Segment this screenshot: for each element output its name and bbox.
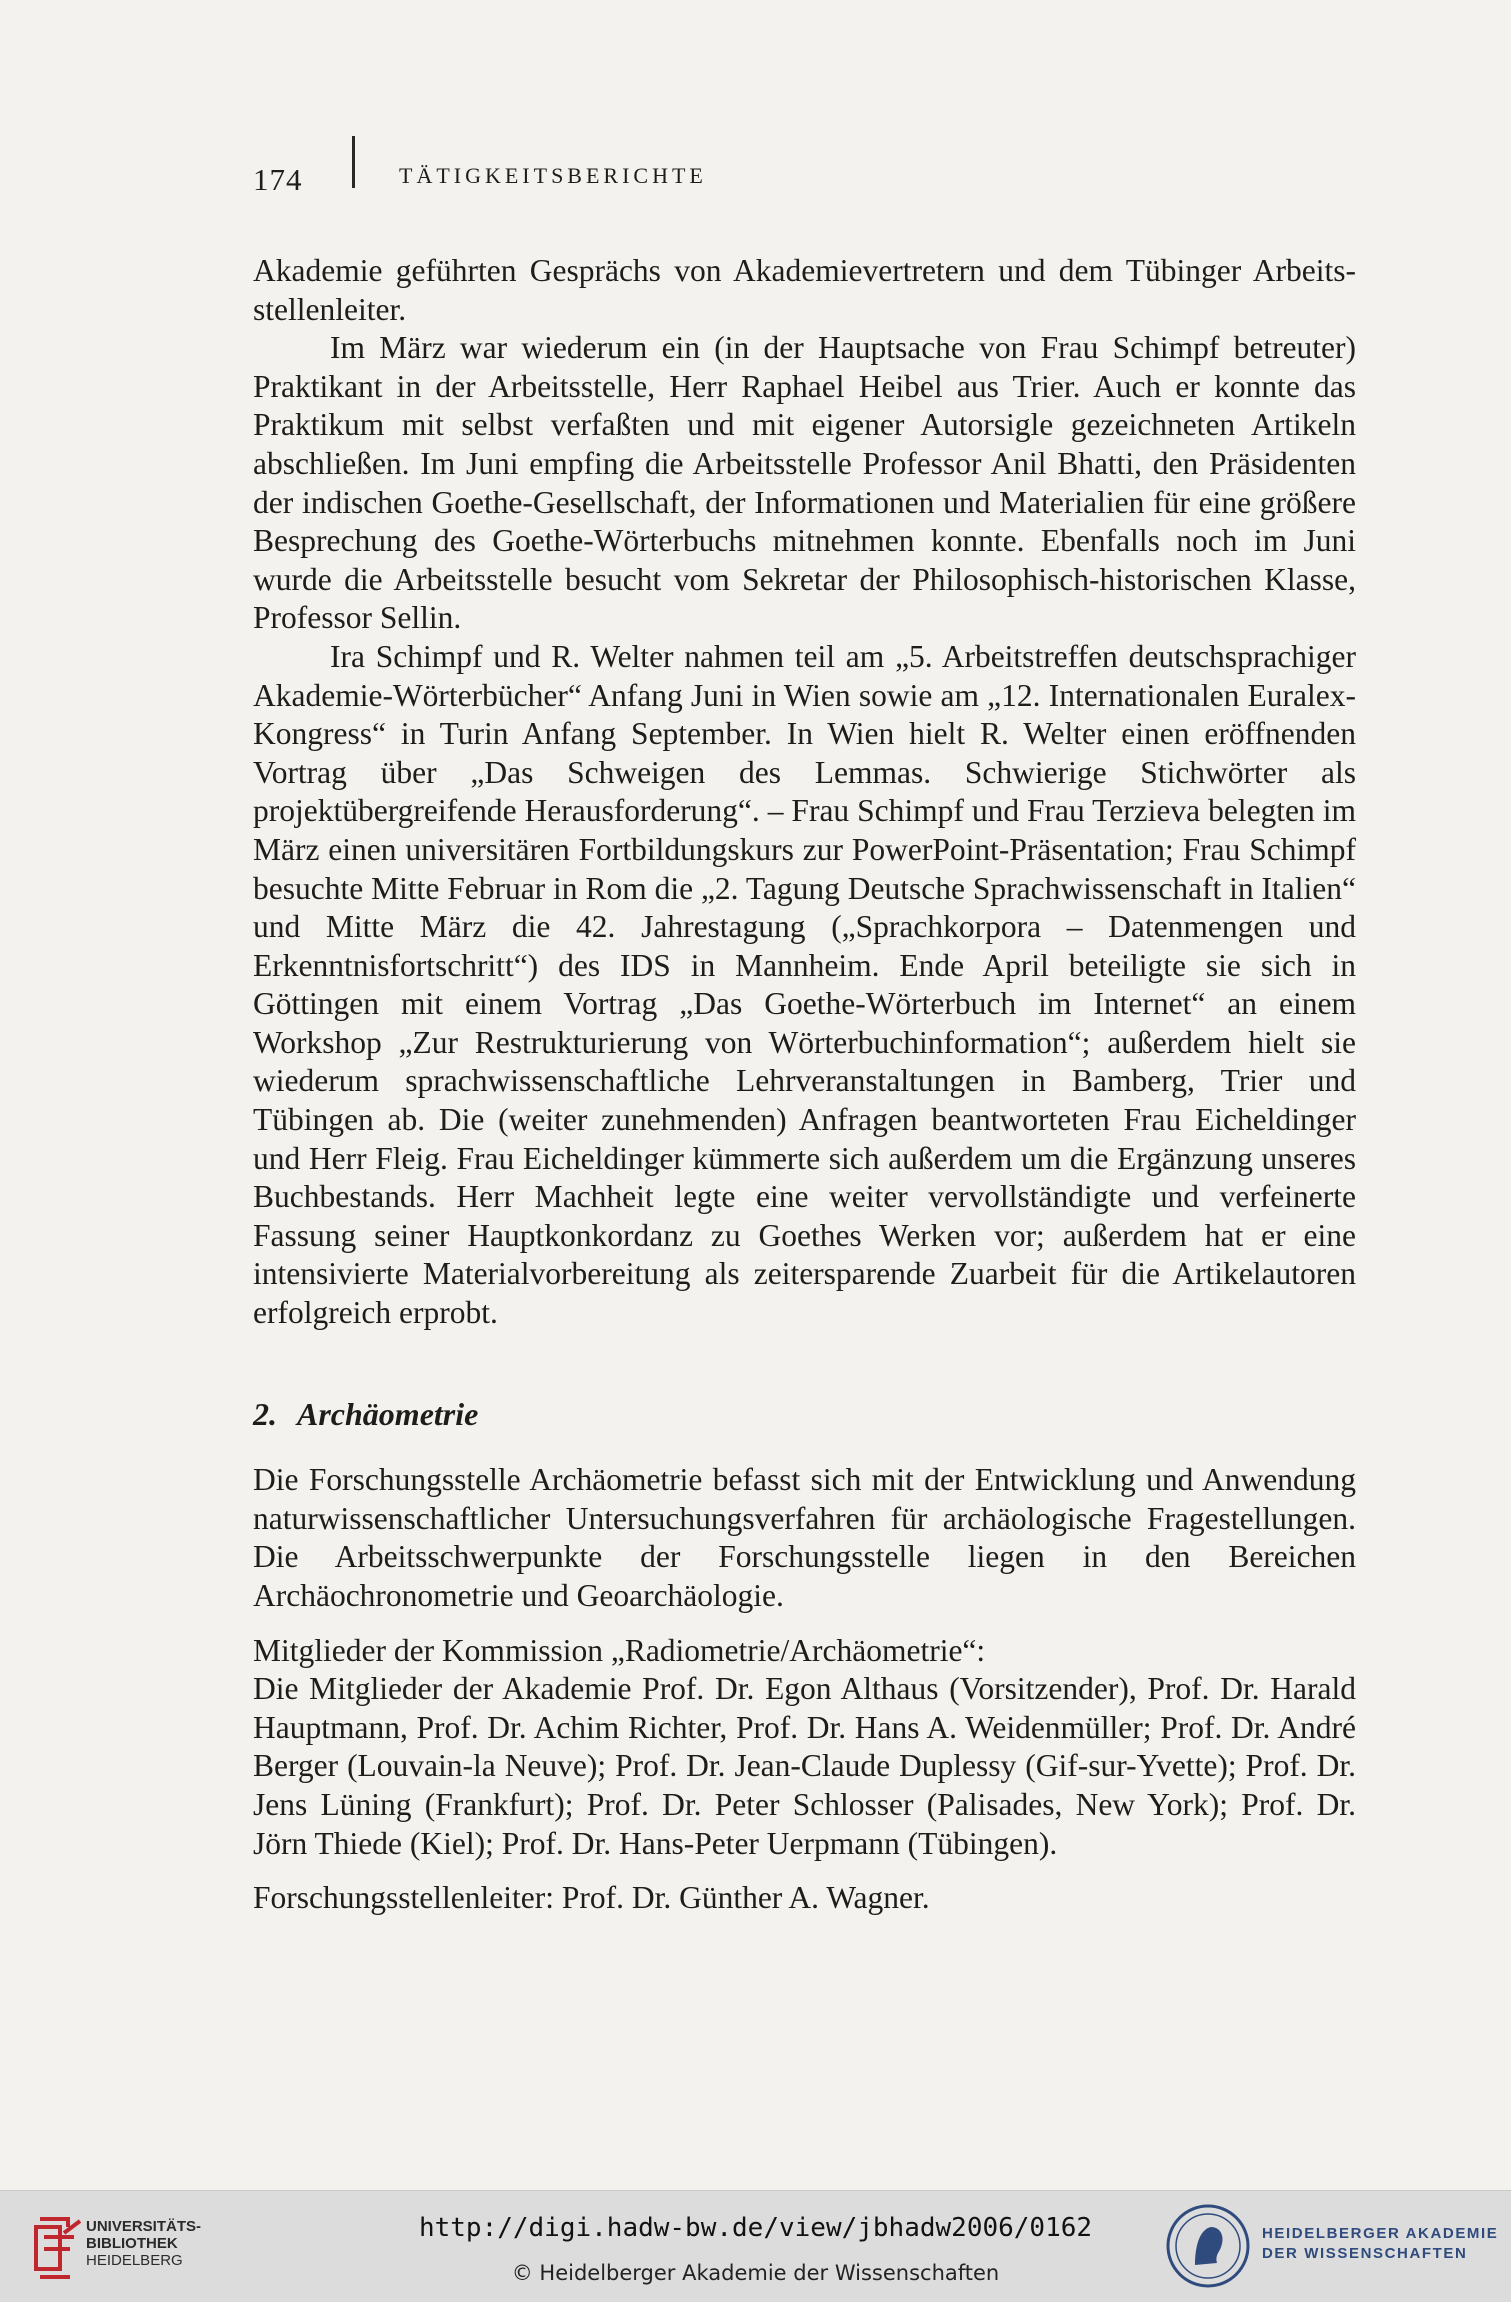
section-title: Archäometrie (297, 1395, 479, 1432)
page-content (253, 252, 1356, 1918)
section-heading (253, 1395, 1356, 1434)
viewer-footer (0, 2190, 1511, 2302)
members-label: Mitglieder der Kommission „Radiometrie/Archäometrie“: (253, 1632, 986, 1668)
header-divider (352, 136, 355, 188)
permalink-url[interactable]: http://digi.hadw-bw.de/view/jbhadw2006/0162 (418, 2213, 1093, 2243)
paragraph: Akademie geführten Gesprächs von Akademievertretern und dem Tübinger Arbeitsstellenleiter. (253, 253, 1356, 327)
section-intro: Die Forschungsstelle Archäometrie befasst sich mit der Entwicklung und Anwendung naturwissenschaftlicher Untersuchungsverfahren für archäologische Fragestellungen. Die Arbeitsschwerpunkte der Forschungsstelle liegen in den Bereichen Archäochronometrie und Geoarchäologie. (253, 1462, 1356, 1613)
running-head (253, 156, 303, 198)
paragraph: Ira Schimpf und R. Welter nahmen teil am „5. Arbeitstreffen deutschsprachiger Akademie-Wörterbücher“ Anfang Juni in Wien sowie am „12. Internationalen Euralex-Kongress“ in Turin Anfang September. In Wien hielt R. Welter einen eröffnenden Vortrag über „Das Schweigen des Lemmas. Schwierige Stichwörter als projektübergreifende Herausforderung“. – Frau Schimpf und Frau Terzieva belegten im März einen universitären Fortbildungskurs zur PowerPoint-Präsentation; Frau Schimpf besuchte Mitte Februar in Rom die „2. Tagung Deutsche Sprachwissenschaft in Italien“ und Mitte März die 42. Jahrestagung („Sprachkorpora – Datenmengen und Erkenntnisfortschritt“) des IDS in Mannheim. Ende April beteiligte sie sich in Göttingen mit einem Vortrag „Das Goethe-Wörterbuch im Internet“ an einem Workshop „Zur Restrukturierung von Wörterbuchinformation“; außerdem hielt sie wiederum sprachwissenschaftliche Lehrveranstaltungen in Bamberg, Trier und Tübingen ab. Die (weiter zunehmenden) Anfragen beantworteten Frau Eicheldinger und Herr Fleig. Frau Eicheldinger kümmerte sich außerdem um die Ergänzung unseres Buchbestands. Herr Machheit legte eine weiter vervollständigte und verfeinerte Fassung seiner Hauptkonkordanz zu Goethes Werken vor; außerdem hat er eine intensivierte Materialvorbereitung als zeitersparende Zuarbeit für die Artikelautoren erfolgreich erprobt. (253, 638, 1356, 1331)
members-text: Die Mitglieder der Akademie Prof. Dr. Egon Althaus (Vorsitzender), Prof. Dr. Harald Hauptmann, Prof. Dr. Achim Richter, Prof. Dr. Hans A. Weidenmüller; Prof. Dr. André Berger (Louvain-la Neuve); Prof. Dr. Jean-Claude Duplessy (Gif-sur-Yvette); Prof. Dr. Jens Lüning (Frankfurt); Prof. Dr. Peter Schlosser (Palisades, New York); Prof. Dr. Jörn Thiede (Kiel); Prof. Dr. Hans-Peter Uerpmann (Tübingen). (253, 1671, 1356, 1861)
copyright-notice: © Heidelberger Akademie der Wissenschaften (511, 2261, 1000, 2285)
section-number: 2. (253, 1395, 277, 1432)
page-number: 174 (253, 162, 303, 197)
university-library-name: UNIVERSITÄTS- BIBLIOTHEK HEIDELBERG (86, 2218, 202, 2269)
paragraph: Im März war wiederum ein (in der Hauptsache von Frau Schimpf betreuter) Praktikant in der Arbeitsstelle, Herr Raphael Heibel aus Trier. Auch er konnte das Praktikum mit selbst verfaßten und mit eigener Autorsigle gezeichneten Artikeln abschließen. Im Juni empfing die Arbeitsstelle Professor Anil Bhatti, den Präsidenten der indischen Goethe-Gesellschaft, der Informationen und Materialien für eine größere Besprechung des Goethe-Wörterbuchs mitnehmen konnte. Ebenfalls noch im Juni wurde die Arbeitsstelle besucht vom Sekretar der Philosophisch-historischen Klasse, Professor Sellin. (253, 330, 1356, 636)
head-of-unit: Forschungsstellenleiter: Prof. Dr. Günther A. Wagner. (253, 1880, 930, 1916)
academy-name: HEIDELBERGER AKADEMIE DER WISSENSCHAFTEN (1262, 2225, 1499, 2262)
running-title: TÄTIGKEITSBERICHTE (399, 163, 707, 188)
academy-seal-icon (1165, 2203, 1251, 2289)
